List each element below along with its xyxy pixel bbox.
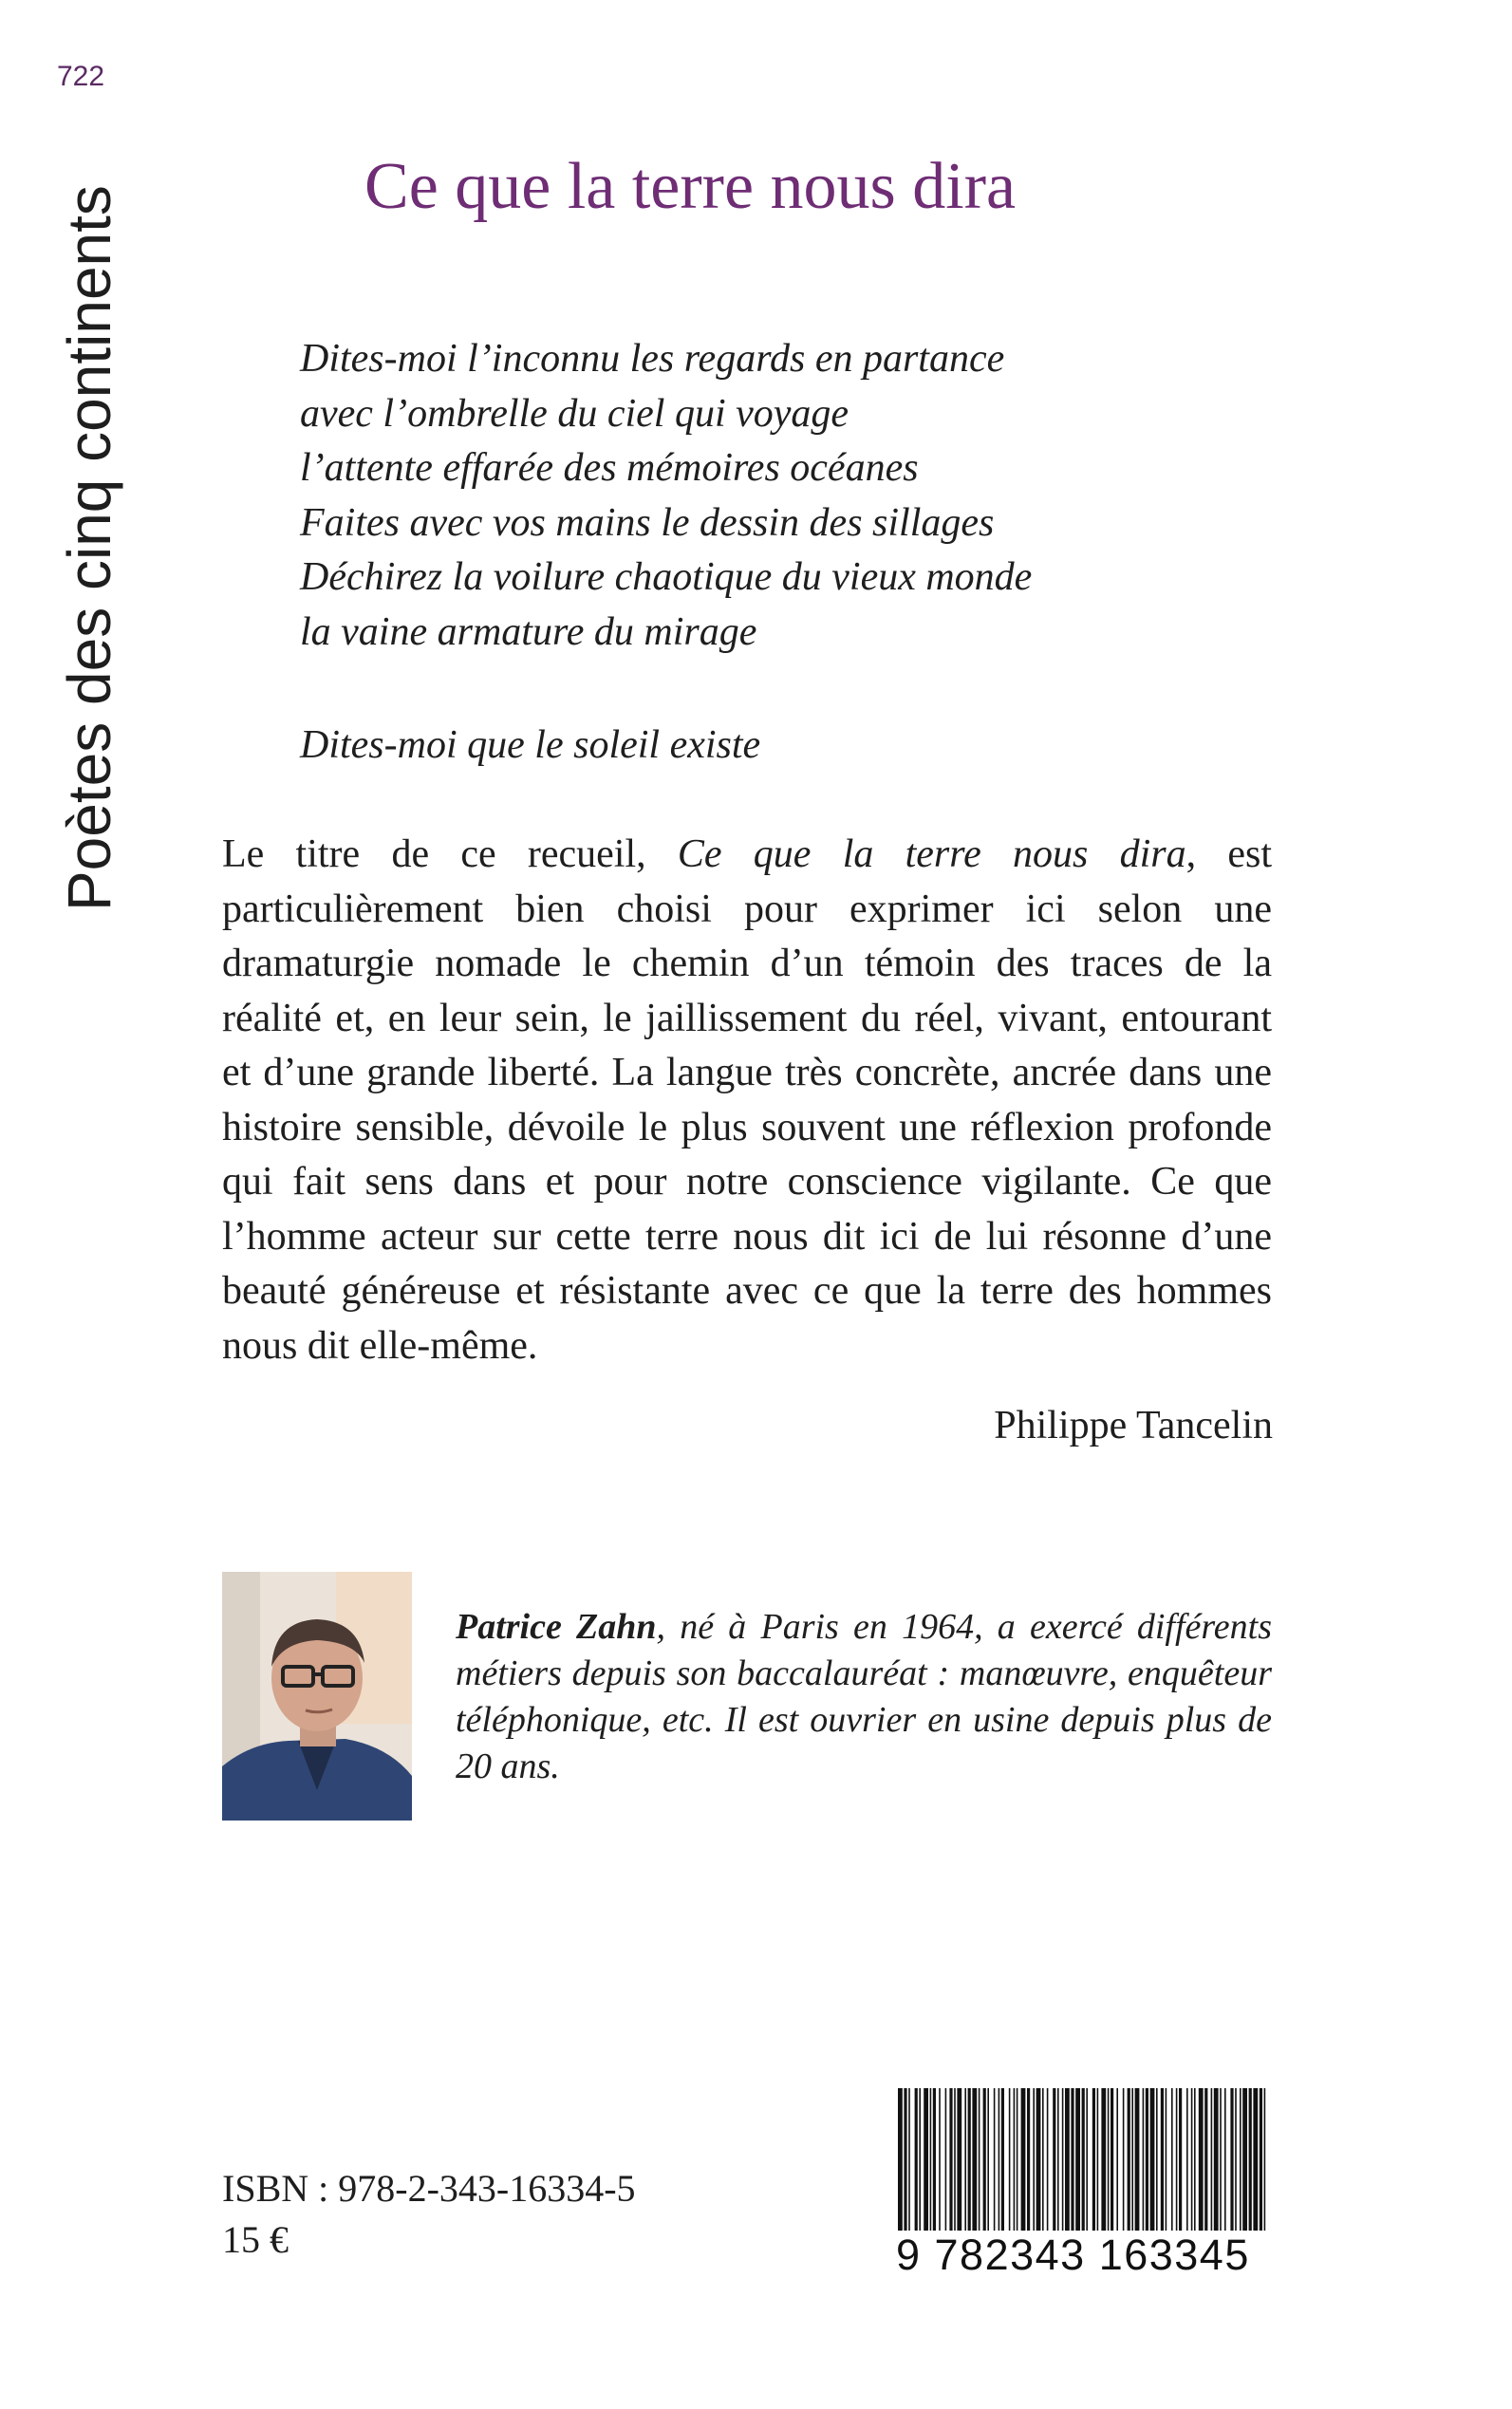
barcode-bar [898,2088,903,2231]
barcode-bar [1042,2088,1044,2231]
author-bio-text: , né à Paris en 1964, a exercé différents métiers depuis son baccalauréat : manœuvre, enquêteur téléphonique, etc. Il est ouvrier en usine depuis plus de 20 ans. [456,1607,1273,1786]
poem-line: Faites avec vos mains le dessin des sillages [300,500,995,545]
barcode-bar [979,2088,980,2231]
barcode-bar [954,2088,956,2231]
series-name: Poètes des cinq continents [55,185,123,911]
poem-line: l’attente effarée des mémoires océanes [300,446,919,490]
barcode-bar [1230,2088,1233,2231]
critique-signature: Philippe Tancelin [994,1404,1273,1447]
critique-intro: Le titre de ce recueil, [222,832,678,876]
barcode-bar [1194,2088,1196,2231]
price: 15 € [222,2218,289,2261]
stanza-break [300,660,1032,719]
barcode-bar [964,2088,966,2231]
critique-body: , est particulièrement bien choisi pour exprimer ici selon une dramaturgie nomade le chemin d’un témoin des traces de la réalité et, en leur sein, le jaillissement du réel, vivant, entourant et d’une grande liberté. La langue très concrète, ancrée dans une histoire sensible, dévoile le plus souvent une réflexion profonde qui fait sens dans et pour notre conscience vigilante. Ce que l’homme acteur sur cette terre nous dit ici de lui résonne d’une beauté généreuse et résistante avec ce que la terre des hommes nous dit elle-même. [222,832,1272,1368]
barcode-bar [1186,2088,1188,2231]
barcode-bar [1146,2088,1148,2231]
barcode-bar [1053,2088,1055,2231]
barcode-bar [1033,2088,1035,2231]
critique-paragraph [222,828,1272,1373]
barcode-bar [908,2088,910,2231]
barcode-bar [1071,2088,1073,2231]
barcode-bar [1135,2088,1140,2231]
barcode-bar [1240,2088,1241,2231]
barcode-bar [1027,2088,1030,2231]
poem-line: Dites-moi l’inconnu les regards en partance [300,337,1005,381]
barcode-bar [1014,2088,1016,2231]
barcode-bar [1131,2088,1133,2231]
barcode-bar [919,2088,921,2231]
series-number: 722 [57,61,105,92]
barcode-bar [924,2088,928,2231]
barcode-bar [933,2088,936,2231]
barcode-bar [1220,2088,1222,2231]
barcode-bar [1086,2088,1088,2231]
barcode-bar [1264,2088,1266,2231]
barcode-bar [1253,2088,1258,2231]
poem-line: Déchirez la voilure chaotique du vieux monde [300,555,1033,599]
barcode-bar [1065,2088,1070,2231]
poem-excerpt [300,332,1032,774]
author-name: Patrice Zahn [456,1607,657,1647]
barcode-bar [904,2088,906,2231]
critique-book-title: Ce que la terre nous dira [677,832,1186,876]
barcode-bar [1021,2088,1026,2231]
barcode-bar [1009,2088,1011,2231]
barcode-bar [968,2088,971,2231]
barcode-bar [1116,2088,1118,2231]
barcode-bar [1161,2088,1164,2231]
barcode-bar [1001,2088,1004,2231]
barcode-bar [1150,2088,1155,2231]
barcode-bar [1062,2088,1064,2231]
barcode-bar [994,2088,996,2231]
barcode-bar [1171,2088,1173,2231]
barcode-bar [915,2088,918,2231]
barcode-bar [957,2088,961,2231]
poem-line: la vaine armature du mirage [300,609,757,654]
barcode-bar [1128,2088,1130,2231]
author-photo [222,1572,412,1821]
barcode-bar [1092,2088,1095,2231]
author-bio [456,1604,1272,1790]
barcode-bar [987,2088,989,2231]
barcode-bar [930,2088,932,2231]
barcode-bar [1224,2088,1226,2231]
barcode-bar [1214,2088,1219,2231]
barcode-bar [1260,2088,1262,2231]
barcode-bar [983,2088,986,2231]
barcode-bar [945,2088,947,2231]
barcode-bar [1166,2088,1167,2231]
barcode-bar [1075,2088,1080,2231]
barcode-bar [1176,2088,1178,2231]
barcode-bar [1179,2088,1182,2231]
barcode-bar [1242,2088,1247,2231]
barcode-bar [1211,2088,1213,2231]
book-title: Ce que la terre nous dira [364,150,1017,223]
barcode-bar [1235,2088,1237,2231]
poem-line: Dites-moi que le soleil existe [300,723,761,767]
barcode-bar [1036,2088,1041,2231]
barcode-bar [1191,2088,1193,2231]
barcode-bar [1082,2088,1085,2231]
barcode-bar [1143,2088,1145,2231]
barcode-bar [1156,2088,1158,2231]
barcode-bar [949,2088,952,2231]
barcode-bar [1097,2088,1099,2231]
poem-line: avec l’ombrelle du ciel qui voyage [300,391,849,436]
barcode-digits: 9 782343 163345 [896,2231,1250,2279]
barcode-bar [939,2088,941,2231]
barcode-bar [1204,2088,1207,2231]
isbn: ISBN : 978-2-343-16334-5 [222,2167,636,2210]
barcode-bar [972,2088,977,2231]
barcode-bar [1057,2088,1059,2231]
barcode-bar [1101,2088,1106,2231]
barcode-bar [1017,2088,1018,2231]
barcode-bar [1249,2088,1252,2231]
barcode-bar [1123,2088,1125,2231]
barcode-bar [1108,2088,1110,2231]
barcode-bar [1199,2088,1204,2231]
barcode-bar [1047,2088,1049,2231]
barcode-bar [999,2088,1000,2231]
barcode-bar [1111,2088,1113,2231]
